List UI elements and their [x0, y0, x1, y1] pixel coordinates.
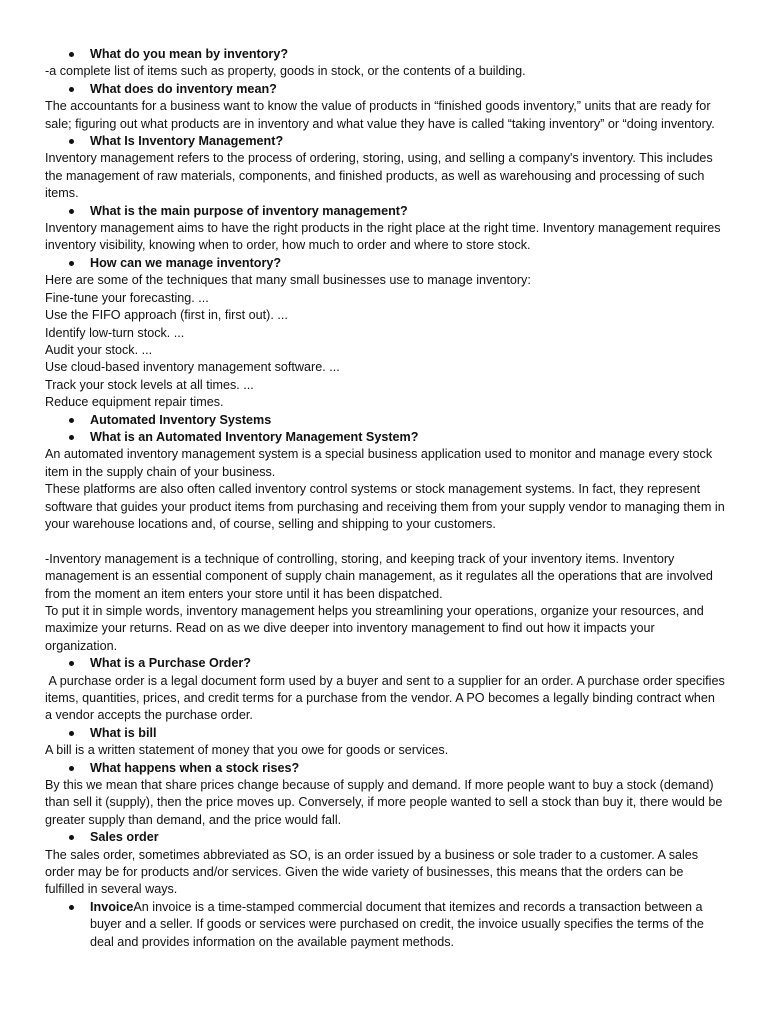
paragraph: An automated inventory management system is a special business application used to monitor and manage every stock item in the supply chain of your business. [45, 447, 716, 479]
bullet-heading [45, 725, 725, 742]
paragraph: -a complete list of items such as property, goods in stock, or the contents of a building. [45, 64, 526, 79]
heading-text: What Is Inventory Management? [90, 134, 284, 149]
paragraph: By this we mean that share prices change because of supply and demand. If more people want to buy a stock (demand) than sell it (supply), then the price moves up. Conversely, if more people wanted to sell a stock than buy it, there would be greater supply than demand, and the price would fall. [45, 778, 726, 827]
bullet-heading [45, 46, 725, 63]
paragraph: Identify low-turn stock. ... [45, 325, 185, 340]
document-page [45, 46, 729, 951]
paragraph-text: An invoice is a time-stamped commercial document that itemizes and records a transaction between a buyer and a seller. If goods or services were purchased on credit, the invoice usually specifies the terms of the deal and provides information on the available payment methods. [90, 899, 704, 949]
paragraph: Inventory management aims to have the right products in the right place at the right time. Inventory management requires inventory visibility, knowing when to order, how much to order and where to store stock. [45, 221, 725, 253]
heading-text: Sales order [90, 830, 159, 845]
heading-text: What is bill [90, 725, 157, 740]
paragraph: Audit your stock. ... [45, 342, 153, 357]
bullet-heading [45, 81, 725, 98]
paragraph: Here are some of the techniques that many small businesses use to manage inventory: [45, 273, 531, 288]
bullet-heading [45, 255, 725, 272]
paragraph: A bill is a written statement of money that you owe for goods or services. [45, 743, 449, 758]
heading-text: How can we manage inventory? [90, 255, 282, 270]
bullet-heading [45, 655, 725, 672]
paragraph: Fine-tune your forecasting. ... [45, 290, 209, 305]
heading-text: What happens when a stock rises? [90, 760, 300, 775]
paragraph: To put it in simple words, inventory management helps you streamlining your operations, organize your resources, and maximize your returns. Read on as we dive deeper into inventory management to find out how it impacts your organization. [45, 603, 708, 653]
bullet-heading [45, 429, 725, 446]
heading-text: What is a Purchase Order? [90, 656, 251, 671]
heading-text: Invoice [90, 899, 134, 914]
bullet-heading [45, 412, 725, 429]
paragraph: Reduce equipment repair times. [45, 395, 224, 410]
paragraph: The sales order, sometimes abbreviated as SO, is an order issued by a business or sole trader to a customer. A sales order may be for products and/or services. Given the wide variety of businesses, this means that the orders can be fulfilled in several ways. [45, 847, 702, 897]
heading-text: What does do inventory mean? [90, 81, 277, 96]
heading-text: What do you mean by inventory? [90, 47, 289, 61]
paragraph: Track your stock levels at all times. ... [45, 377, 254, 392]
bullet-heading [45, 760, 725, 777]
paragraph: The accountants for a business want to know the value of products in “finished goods inventory,” units that are ready for sale; figuring out what products are in inventory and what value they have is called “taking inventory” or “doing inventory. [45, 99, 715, 131]
bullet-heading [45, 203, 725, 220]
heading-text: What is the main purpose of inventory management? [90, 203, 408, 218]
paragraph: Use the FIFO approach (first in, first out). ... [45, 308, 288, 323]
paragraph: Use cloud-based inventory management software. ... [45, 360, 340, 375]
bullet-heading [45, 829, 725, 846]
paragraph: Inventory management refers to the process of ordering, storing, using, and selling a company's inventory. This includes the management of raw materials, components, and finished products, as well as warehousing and processing of such items. [45, 151, 717, 201]
bullet-heading-inline [45, 899, 725, 951]
bullet-heading [45, 133, 725, 150]
paragraph: A purchase order is a legal document form used by a buyer and sent to a supplier for an order. A purchase order specifies items, quantities, prices, and credit terms for a purchase from the vendor. A PO becomes a legally binding contract when a vendor accepts the purchase order. [45, 673, 729, 723]
heading-text: What is an Automated Inventory Management System? [90, 429, 419, 444]
paragraph: These platforms are also often called inventory control systems or stock management systems. In fact, they represent software that guides your product items from purchasing and receiving them from your supply vendor to managing them in your warehouse locations and, of course, selling and shipping to your customers. [45, 482, 729, 531]
blank-line [45, 533, 725, 550]
paragraph: -Inventory management is a technique of controlling, storing, and keeping track of your inventory items. Inventory management is an essential component of supply chain management, as it regulates all the operations that are involved from the moment an item enters your store until it has been dispatched. [45, 551, 717, 601]
heading-text: Automated Inventory Systems [90, 412, 272, 427]
